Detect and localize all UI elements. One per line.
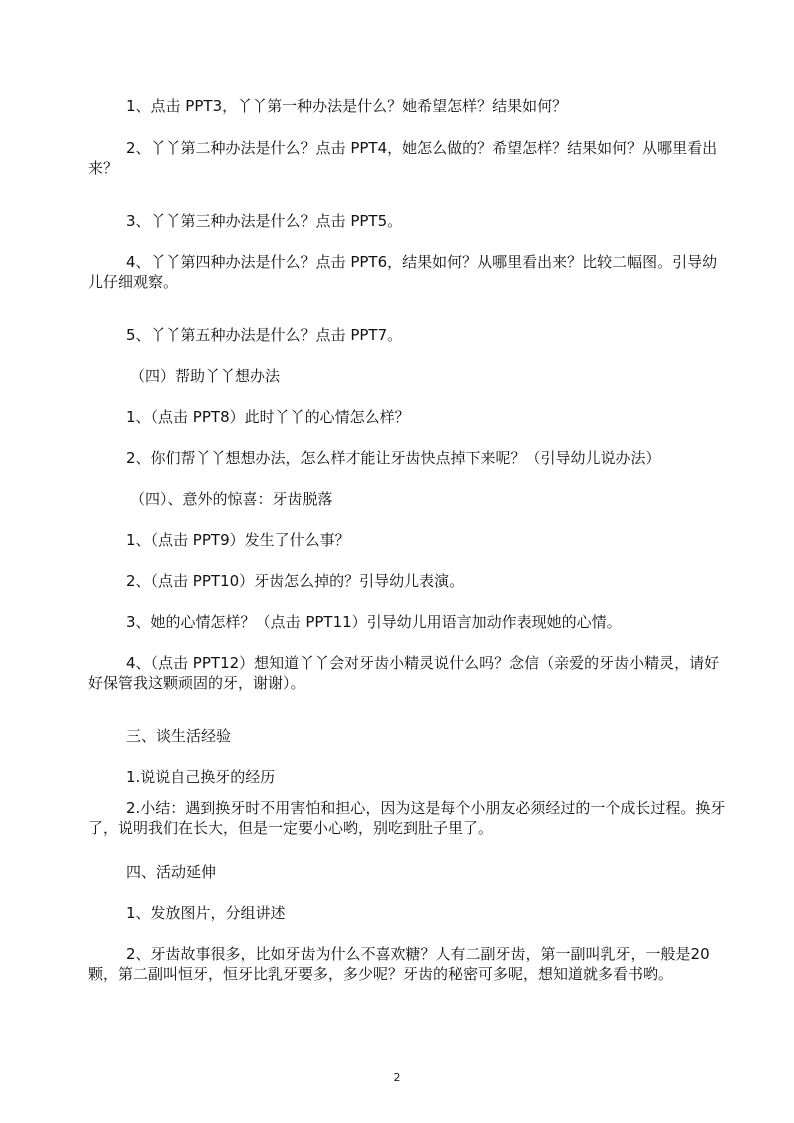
paragraph-ppt12: 4、（点击 PPT12）想知道丫丫会对牙齿小精灵说什么吗？念信（亲爱的牙齿小精灵，请好好保管我这颗顽固的牙，谢谢）。 [88, 654, 720, 692]
page-number: 2 [393, 1071, 401, 1084]
paragraph-ppt5: 3、丫丫第三种办法是什么？点击 PPT5。 [126, 212, 403, 230]
section-heading-extension: 四、活动延伸 [126, 863, 217, 881]
section-heading-experience: 三、谈生活经验 [126, 727, 232, 745]
paragraph-teeth-stories: 2、牙齿故事很多，比如牙齿为什么不喜欢糖？人有二副牙齿，第一副叫乳牙，一般是20颗，第二副叫恒牙，恒牙比乳牙要多，多少呢？牙齿的秘密可多呢，想知道就多看书哟。 [88, 945, 710, 983]
paragraph-experience: 1.说说自己换牙的经历 [126, 768, 276, 786]
paragraph-ppt4: 2、丫丫第二种办法是什么？点击 PPT4，她怎么做的？希望怎样？结果如何？从哪里看出来？ [88, 139, 718, 177]
section-heading-help: （四）帮助丫丫想办法 [130, 367, 281, 385]
paragraph-ppt7: 5、丫丫第五种办法是什么？点击 PPT7。 [126, 326, 403, 344]
paragraph-pictures: 1、发放图片，分组讲述 [126, 904, 286, 922]
paragraph-summary: 2.小结：遇到换牙时不用害怕和担心，因为这是每个小朋友必须经过的一个成长过程。换牙了，说明我们在长大，但是一定要小心哟，别吃到肚子里了。 [88, 799, 726, 837]
paragraph-ppt11: 3、她的心情怎样？（点击 PPT11）引导幼儿用语言加动作表现她的心情。 [126, 613, 622, 631]
paragraph-ppt9: 1、（点击 PPT9）发生了什么事？ [126, 531, 350, 549]
paragraph-ppt3: 1、点击 PPT3，丫丫第一种办法是什么？她希望怎样？结果如何？ [126, 97, 568, 115]
section-heading-surprise: （四）、意外的惊喜：牙齿脱落 [130, 490, 333, 508]
paragraph-ideas: 2、你们帮丫丫想想办法，怎么样才能让牙齿快点掉下来呢？（引导幼儿说办法） [126, 449, 661, 467]
paragraph-ppt6: 4、丫丫第四种办法是什么？点击 PPT6，结果如何？从哪里看出来？比较二幅图。引导幼儿仔细观察。 [88, 253, 718, 291]
paragraph-ppt10: 2、（点击 PPT10）牙齿怎么掉的？引导幼儿表演。 [126, 572, 465, 590]
paragraph-ppt8: 1、（点击 PPT8）此时丫丫的心情怎么样？ [126, 408, 410, 426]
